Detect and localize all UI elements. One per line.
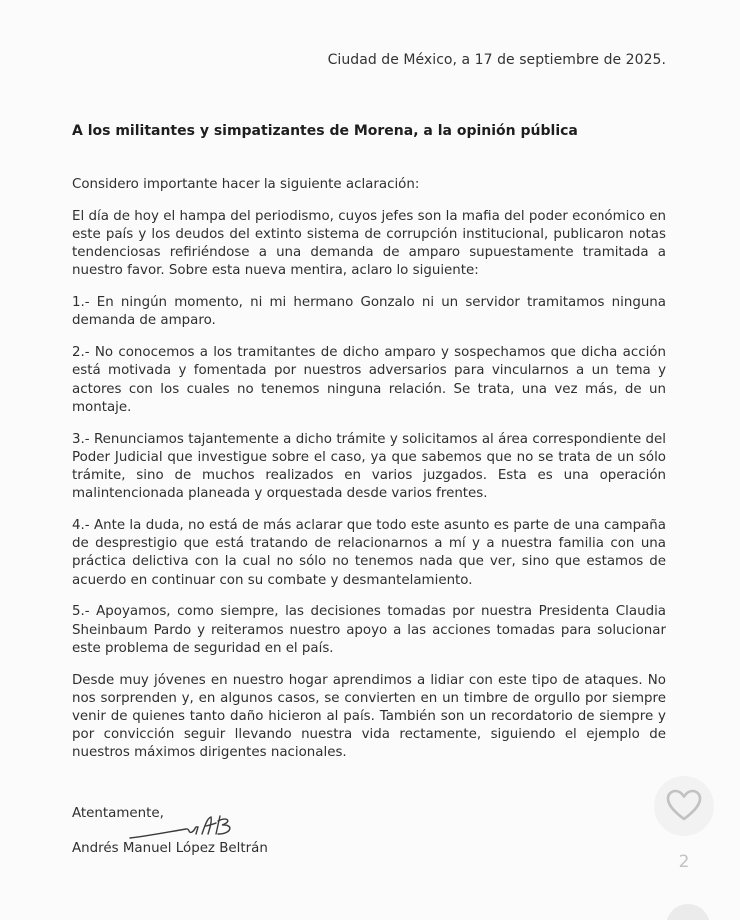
paragraph-context: El día de hoy el hampa del periodismo, cuyos jefes son la mafia del poder económico en este país y los deudos del extinto sistema de corrupción institucional, publicaron notas tendenciosas refiriéndose a una demanda de amparo supuestamente tramitada a nuestro favor. Sobre esta nueva mentira, aclaro lo siguiente: (72, 208, 666, 279)
paragraph-conclusion: Desde muy jóvenes en nuestro hogar aprendimos a lidiar con este tipo de ataques. No nos sorprenden y, en algunos casos, se convierten en un timbre de orgullo por siempre venir de quienes tanto daño hicieron al país. También son un recordatorio de siempre y por convicción seguir llevando nuestra vida rectamente, siguiendo el ejemplo de nuestros máximos dirigentes nacionales. (72, 672, 666, 761)
letter-date: Ciudad de México, a 17 de septiembre de 2025. (327, 52, 666, 68)
share-button[interactable] (666, 904, 710, 920)
paragraph-point-2: 2.- No conocemos a los tramitantes de dicho amparo y sospechamos que dicha acción está motivada y fomentada por nuestros adversarios para vincularnos a un tema y actores con los cuales no tenemos ninguna relación. Se trata, una vez más, de un montaje. (72, 345, 666, 415)
letter-heading: A los militantes y simpatizantes de Morena, a la opinión pública (72, 123, 578, 139)
paragraph-point-5: 5.- Apoyamos, como siempre, las decisiones tomadas por nuestra Presidenta Claudia Sheinbaum Pardo y reiteramos nuestro apoyo a las acciones tomadas para solucionar este problema de seguridad en el país. (72, 604, 666, 656)
letter-closing: Atentamente, (72, 806, 164, 821)
paragraph-point-4: 4.- Ante la duda, no está de más aclarar que todo este asunto es parte de una campaña de desprestigio que está tratando de relacionarnos a mí y a nuestra familia con una práctica delictiva con la cual no sólo no tenemos nada que ver, sino que estamos de acuerdo en continuar con su combate y desmantelamiento. (72, 518, 666, 588)
paragraph-point-1: 1.- En ningún momento, ni mi hermano Gonzalo ni un servidor tramitamos ninguna demanda de amparo. (72, 295, 666, 329)
signer-name: Andrés Manuel López Beltrán (72, 841, 268, 856)
like-count: 2 (678, 852, 690, 872)
paragraph-intro: Considero importante hacer la siguiente aclaración: (72, 177, 420, 192)
paragraph-point-3: 3.- Renunciamos tajantemente a dicho trámite y solicitamos al área correspondiente del Poder Judicial que investigue sobre el caso, ya que sabemos que no se trata de un sólo trámite, sino de muchos realizados en varios juzgados. Esta es una operación malintencionada planeada y orquestada desde varios frentes. (72, 431, 666, 502)
heart-icon (664, 786, 704, 826)
like-button[interactable] (654, 776, 714, 836)
letter-body (72, 176, 666, 776)
